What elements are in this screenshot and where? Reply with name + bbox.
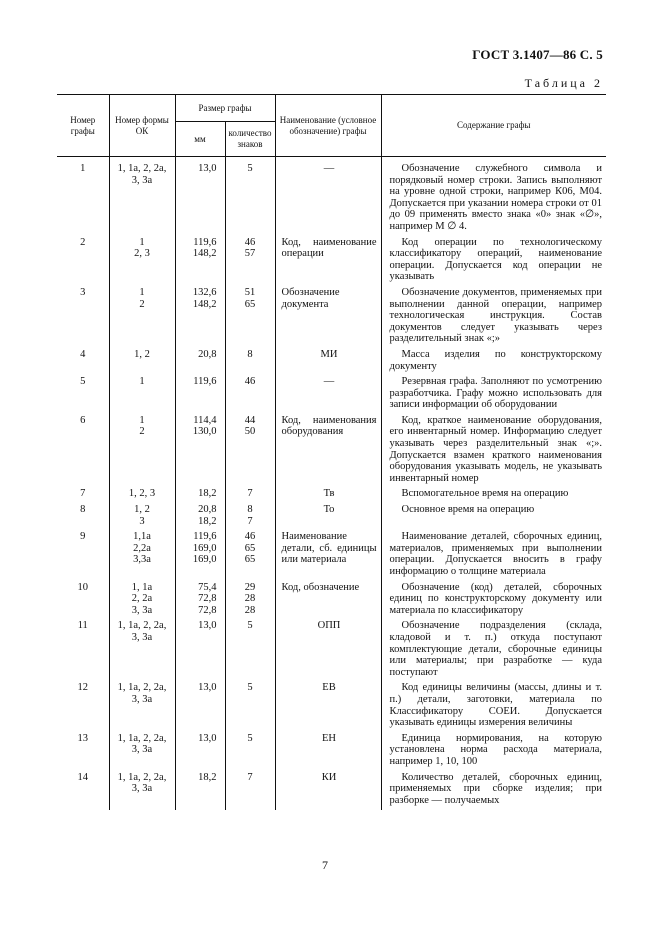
chars-value: 28: [244, 593, 256, 605]
chars-value: 8: [247, 348, 253, 360]
cell-num: 2: [80, 236, 86, 248]
form-value: 1, 2: [134, 348, 150, 360]
form-value: 2, 2а: [131, 593, 153, 605]
form-value: 3, 3а: [131, 174, 153, 186]
cell-form: [109, 237, 175, 287]
page-number: 7: [322, 858, 328, 872]
cell-content: Обозначение (код) деталей, сборочных единиц по конструкторскому документу или материала по классификатору: [381, 582, 606, 621]
cell-form: [109, 682, 175, 732]
cell-mm: [175, 582, 225, 621]
cell-chars: [225, 287, 275, 349]
form-value: 3, 3а: [131, 744, 153, 756]
chars-value: 5: [247, 620, 253, 632]
cell-form: [109, 582, 175, 621]
mm-value: 20,8: [198, 504, 217, 516]
cell-name: Тв: [275, 488, 381, 504]
chars-value: 7: [247, 488, 253, 500]
cell-content: Код единицы величины (массы, длины и т. п.) детали, заготовки, материала по Классификатору СОЕИ. Допускается указывать единицы измерения величины: [381, 682, 606, 732]
cell-chars: [225, 620, 275, 682]
spec-table-container: [57, 94, 606, 810]
cell-content: Единица нормирования, на которую установлена норма расхода материала, например 1, 10, 100: [381, 733, 606, 772]
form-value: 2: [139, 298, 145, 310]
cell-mm: [175, 733, 225, 772]
cell-form: [109, 504, 175, 531]
table-row: [57, 287, 606, 349]
mm-value: 13,0: [198, 682, 217, 694]
cell-form: [109, 349, 175, 376]
chars-value: 46: [244, 236, 256, 248]
cell-form: [109, 620, 175, 682]
cell-chars: [225, 157, 275, 237]
cell-chars: [225, 733, 275, 772]
table-row: [57, 582, 606, 621]
cell-name: ОПП: [275, 620, 381, 682]
cell-num: 14: [77, 771, 88, 783]
form-value: 1, 2, 3: [128, 488, 156, 500]
mm-value: 72,8: [198, 604, 217, 616]
table-row: [57, 488, 606, 504]
mm-value: 13,0: [198, 163, 217, 174]
cell-num: 7: [80, 488, 86, 500]
cell-mm: [175, 504, 225, 531]
cell-mm: [175, 376, 225, 415]
col-header-size: Размер графы: [175, 95, 275, 122]
table-row: [57, 349, 606, 376]
cell-form: [109, 531, 175, 581]
col-header-form: Номер формы ОК: [109, 95, 175, 157]
cell-name: КИ: [275, 772, 381, 811]
cell-mm: [175, 682, 225, 732]
table-row: [57, 620, 606, 682]
mm-value: 130,0: [192, 426, 217, 438]
form-value: 1, 1а, 2, 2а,: [117, 163, 167, 174]
chars-value: 7: [247, 771, 253, 783]
chars-value: 5: [247, 163, 253, 174]
col-header-num: Номер графы: [57, 95, 109, 157]
table-body: [57, 157, 606, 811]
mm-value: 132,6: [192, 286, 217, 298]
cell-form: [109, 287, 175, 349]
col-header-name: Наименование (условное обозначение) графы: [275, 95, 381, 157]
mm-value: 119,6: [193, 236, 217, 248]
chars-value: 57: [244, 248, 256, 260]
standard-header: ГОСТ 3.1407—86 С. 5: [472, 47, 603, 62]
mm-value: 18,2: [198, 488, 217, 500]
cell-form: [109, 376, 175, 415]
mm-value: 119,6: [193, 376, 217, 388]
form-value: 1, 1а, 2, 2а,: [117, 771, 167, 783]
cell-name: Наименование детали, сб. единицы или материала: [275, 531, 381, 581]
mm-value: 148,2: [192, 248, 217, 260]
cell-name: МИ: [275, 349, 381, 376]
cell-chars: [225, 349, 275, 376]
chars-value: 8: [247, 504, 253, 516]
cell-num: 1: [80, 163, 86, 174]
table-row: [57, 415, 606, 489]
form-value: 1, 1а, 2, 2а,: [117, 682, 167, 694]
cell-name: Обозначение документа: [275, 287, 381, 349]
form-value: 3, 3а: [131, 693, 153, 705]
cell-num: 13: [77, 732, 88, 744]
table-row: [57, 237, 606, 287]
cell-chars: [225, 415, 275, 489]
form-value: 1: [139, 286, 145, 298]
chars-value: 51: [244, 286, 256, 298]
cell-mm: [175, 287, 225, 349]
form-value: 1: [139, 376, 145, 388]
cell-num: 11: [77, 620, 88, 632]
mm-value: 20,8: [198, 348, 217, 360]
table-row: [57, 772, 606, 811]
form-value: 1: [139, 236, 145, 248]
mm-value: 148,2: [192, 298, 217, 310]
chars-value: 44: [244, 414, 256, 426]
cell-form: [109, 415, 175, 489]
cell-chars: [225, 582, 275, 621]
cell-content: Обозначение служебного символа и порядковый номер строки. Запись выполняют на уровне одной строки, например К06, М04. Допускается при указании номера строки от 01 до 09 применять вместо знака «0» знак «∅», например М ∅ 4.: [381, 157, 606, 237]
table-caption: Таблица 2: [524, 76, 603, 90]
cell-mm: [175, 237, 225, 287]
mm-value: 18,2: [198, 515, 217, 527]
cell-name: —: [275, 157, 381, 237]
cell-num: 4: [80, 348, 86, 360]
cell-num: 9: [80, 531, 86, 543]
cell-form: [109, 488, 175, 504]
cell-name: ЕН: [275, 733, 381, 772]
chars-value: 29: [244, 581, 256, 593]
cell-content: Основное время на операцию: [381, 504, 606, 531]
cell-mm: [175, 157, 225, 237]
form-value: 2: [139, 426, 145, 438]
chars-value: 65: [244, 542, 256, 554]
chars-value: 28: [244, 604, 256, 616]
cell-num: 10: [77, 581, 88, 593]
cell-name: Код, наименование операции: [275, 237, 381, 287]
cell-content: Масса изделия по конструкторскому документу: [381, 349, 606, 376]
cell-num: 3: [80, 286, 86, 298]
cell-num: 6: [80, 414, 86, 426]
mm-value: 13,0: [198, 732, 217, 744]
cell-name: ЕВ: [275, 682, 381, 732]
cell-chars: [225, 237, 275, 287]
mm-value: 18,2: [198, 771, 217, 783]
cell-content: Код, краткое наименование оборудования, его инвентарный номер. Информацию следует указывать через разделительный знак «;». Допускается взамен краткого наименования оборудования указывать модель, не указывать инвентарный номер: [381, 415, 606, 489]
cell-mm: [175, 620, 225, 682]
table-row: [57, 531, 606, 581]
mm-value: 72,8: [198, 593, 217, 605]
cell-chars: [225, 531, 275, 581]
cell-num: 12: [77, 682, 88, 694]
form-value: 1, 1а, 2, 2а,: [117, 620, 167, 632]
mm-value: 169,0: [192, 554, 217, 566]
cell-form: [109, 157, 175, 237]
table-row: [57, 376, 606, 415]
cell-content: Наименование деталей, сборочных единиц, материалов, применяемых при выполнении операции. Допускается вносить в графу информацию о толщине материала: [381, 531, 606, 581]
table-row: [57, 682, 606, 732]
mm-value: 75,4: [198, 581, 217, 593]
cell-chars: [225, 376, 275, 415]
cell-name: Код, обозначение: [275, 582, 381, 621]
mm-value: 13,0: [198, 620, 217, 632]
mm-value: 169,0: [192, 542, 217, 554]
col-header-chars: количество знаков: [225, 122, 275, 157]
mm-value: 119,6: [193, 531, 217, 543]
cell-chars: [225, 772, 275, 811]
cell-content: Обозначение документов, применяемых при выполнении данной операции, например технологическая инструкция. Состав документов следует указывать через разделительный знак «;»: [381, 287, 606, 349]
cell-content: Обозначение подразделения (склада, кладовой и т. п.) откуда поступают комплектующие детали, сборочные единицы или материалы; при разработке — куда поступают: [381, 620, 606, 682]
cell-content: Количество деталей, сборочных единиц, применяемых при сборке изделия; при разборке — получаемых: [381, 772, 606, 811]
form-value: 1,1а: [133, 531, 151, 543]
form-value: 1: [139, 414, 145, 426]
chars-value: 46: [244, 376, 256, 388]
cell-mm: [175, 349, 225, 376]
cell-mm: [175, 531, 225, 581]
table-row: [57, 504, 606, 531]
cell-form: [109, 772, 175, 811]
cell-content: Код операции по технологическому классификатору операций, наименование операции. Допускается код операции не указывать: [381, 237, 606, 287]
col-header-content: Содержание графы: [381, 95, 606, 157]
cell-mm: [175, 772, 225, 811]
chars-value: 65: [244, 554, 256, 566]
chars-value: 50: [244, 426, 256, 438]
form-value: 2, 3: [134, 248, 150, 260]
table-row: [57, 733, 606, 772]
cell-chars: [225, 504, 275, 531]
col-header-mm: мм: [175, 122, 225, 157]
form-value: 2,2а: [133, 542, 151, 554]
cell-chars: [225, 488, 275, 504]
form-value: 1, 2: [134, 504, 150, 516]
form-value: 1, 1а: [131, 581, 153, 593]
cell-num: 8: [80, 504, 86, 516]
mm-value: 114,4: [193, 414, 217, 426]
form-value: 1, 1а, 2, 2а,: [117, 732, 167, 744]
chars-value: 46: [244, 531, 256, 543]
form-value: 3, 3а: [131, 631, 153, 643]
form-value: 3,3а: [133, 554, 151, 566]
table-row: [57, 157, 606, 237]
form-value: 3, 3а: [131, 604, 153, 616]
cell-mm: [175, 488, 225, 504]
form-value: 3: [139, 515, 145, 527]
cell-name: То: [275, 504, 381, 531]
cell-name: Код, наименования оборудования: [275, 415, 381, 489]
cell-form: [109, 733, 175, 772]
cell-num: 5: [80, 376, 86, 388]
cell-name: —: [275, 376, 381, 415]
chars-value: 7: [247, 515, 253, 527]
spec-table: [57, 94, 606, 810]
chars-value: 65: [244, 298, 256, 310]
cell-chars: [225, 682, 275, 732]
cell-mm: [175, 415, 225, 489]
chars-value: 5: [247, 682, 253, 694]
cell-content: Резервная графа. Заполняют по усмотрению разработчика. Графу можно использовать для записи информации об оборудовании: [381, 376, 606, 415]
cell-content: Вспомогательное время на операцию: [381, 488, 606, 504]
form-value: 3, 3а: [131, 783, 153, 795]
chars-value: 5: [247, 732, 253, 744]
